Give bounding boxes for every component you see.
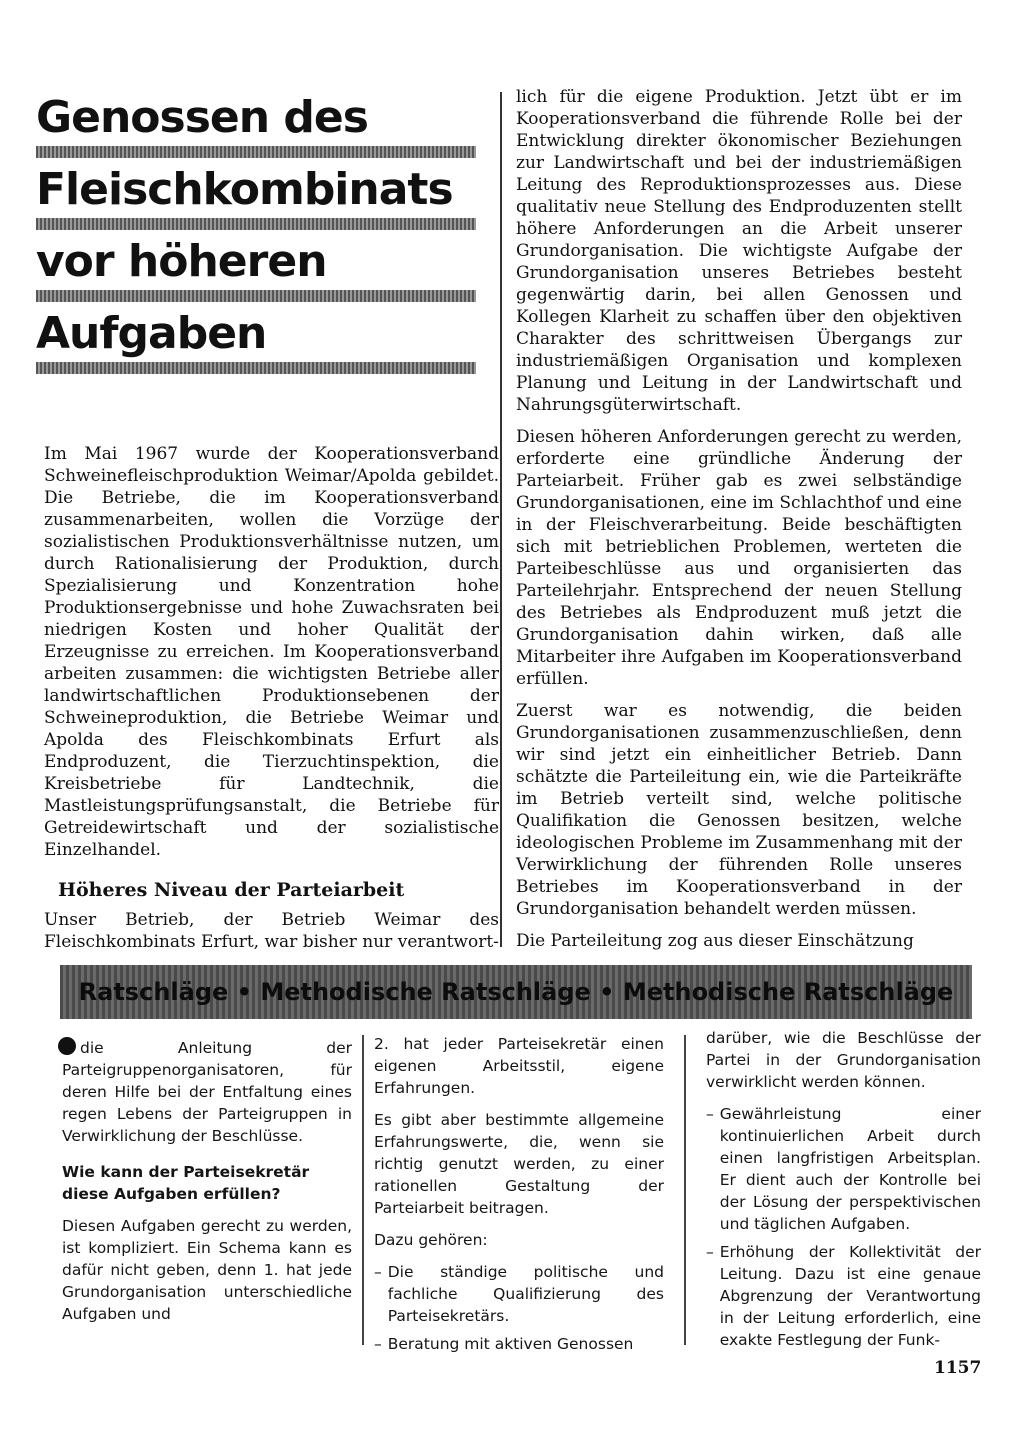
advice-paragraph: Dazu gehören: — [374, 1231, 488, 1249]
dash-marker: – — [706, 1105, 714, 1123]
list-item — [374, 1261, 664, 1327]
body-paragraph: Zuerst war es notwendig, die beiden Grundorganisationen zusammenzuschließen, denn wir sind jetzt ein einheitlicher Betrieb. Dann schätzte die Parteileitung ein, wie die Parteikräfte im Betrieb verteilt sind, welche politische Qualifikation die Genossen besitzen, welche ideologischen Probleme im Zusammenhang mit der Verwirklichung der führenden Rolle unseres Betriebes im Kooperationsverband in der Grundorganisation behandelt werden müssen. — [516, 701, 962, 919]
dash-marker: – — [706, 1243, 714, 1261]
advice-subheading: Wie kann der Parteisekretär diese Aufgaben erfüllen? — [62, 1163, 310, 1203]
intro-paragraph: Im Mai 1967 wurde der Kooperationsverband Schweinefleischproduktion Weimar/Apolda gebildet. Die Betriebe, die im Kooperationsverband zusammenarbeiten, wollen die Vorzüge der sozialistischen Produktionsverhältnisse nutzen, um durch Rationalisierung der Produktion, durch Spezialisierung und Konzentration hohe Produktionsergebnisse und hohe Zuwachsraten bei niedrigen Kosten und hoher Qualität der Erzeugnisse zu erreichen. Im Kooperationsverband arbeiten zusammen: die wichtigsten Betriebe aller landwirtschaftlichen Produktionsebenen der Schweineproduktion, die Betriebe Weimar und Apolda des Fleischkombinats Erfurt als Endproduzent, die Tierzuchtinspektion, die Kreisbetriebe für Landtechnik, die Mastleistungsprüfungsanstalt, die Betriebe für Getreidewirtschaft und der sozialistische Einzelhandel. — [44, 444, 499, 860]
section-subheading: Höheres Niveau der Parteiarbeit — [58, 879, 405, 901]
article-headline — [36, 92, 486, 380]
bullet-dot-icon — [58, 1037, 76, 1055]
list-item-text: Erhöhung der Kollektivität der Leitung. Dazu ist eine genaue Abgrenzung der Verantwortung in der Leitung erforderlich, eine exakte Festlegung der Funk- — [719, 1243, 981, 1349]
dash-marker: – — [374, 1335, 382, 1353]
list-item-text: Die ständige politische und fachliche Qualifizierung des Parteisekretärs. — [387, 1263, 664, 1325]
headline-rule — [36, 146, 476, 158]
page-number: 1157 — [934, 1358, 982, 1378]
bullet-text: die Anleitung der Parteigruppenorganisatoren, für deren Hilfe bei der Entfaltung eines regen Lebens der Parteigruppen in Verwirklichung der Beschlüsse. — [62, 1039, 352, 1145]
advice-banner: Ratschläge • Methodische Ratschläge • Methodische Ratschläge — [60, 965, 972, 1019]
headline-rule — [36, 218, 476, 230]
dash-marker: – — [374, 1263, 382, 1281]
advice-paragraph: darüber, wie die Beschlüsse der Partei in der Grundorganisation verwirklicht werden können. — [706, 1029, 981, 1091]
body-paragraph: Die Parteileitung zog aus dieser Einschätzung — [516, 931, 914, 951]
column-divider — [684, 1035, 686, 1345]
body-paragraph: Unser Betrieb, der Betrieb Weimar des Fleischkombinats Erfurt, war bisher nur verantwort- — [44, 910, 499, 952]
list-item — [706, 1241, 981, 1351]
headline-line-2: Fleischkombinats — [36, 164, 453, 215]
body-paragraph: Diesen höheren Anforderungen gerecht zu werden, erforderte eine gründliche Änderung der Parteiarbeit. Früher gab es zwei selbständige Grundorganisationen, eine im Schlachthof und eine in der Fleischverarbeitung. Beide beschäftigten sich mit betrieblichen Problemen, werteten die Parteibeschlüsse aus und organisierten das Parteilehrjahr. Entsprechend der neuen Stellung des Betriebes als Endproduzent muß jetzt die Grundorganisation dahin wirken, daß alle Mitarbeiter ihre Aufgaben im Kooperationsverband erfüllen. — [516, 427, 962, 689]
advice-paragraph: 2. hat jeder Parteisekretär einen eigenen Arbeitsstil, eigene Erfahrungen. — [374, 1035, 664, 1097]
list-item-text: Beratung mit aktiven Genossen — [387, 1335, 634, 1353]
bullet-paragraph — [62, 1037, 352, 1147]
list-item-text: Gewährleistung einer kontinuierlichen Arbeit durch einen langfristigen Arbeitsplan. Er dient auch der Kontrolle bei der Lösung der perspektivischen und täglichen Aufgaben. — [719, 1105, 981, 1233]
advice-column-3 — [706, 1027, 981, 1357]
list-item — [706, 1103, 981, 1235]
headline-line-1: Genossen des — [36, 92, 368, 143]
headline-line-3: vor höheren — [36, 236, 327, 287]
body-paragraph: lich für die eigene Produktion. Jetzt übt er im Kooperationsverband die führende Rolle bei der Entwicklung direkter ökonomischer Beziehungen zur Landwirtschaft und bei der industriemäßigen Leitung des Reproduktionsprozesses aus. Diese qualitativ neue Stellung des Endproduzenten stellt höhere Anforderungen an die Arbeit unserer Grundorganisation. Die wichtigste Aufgabe der Grundorganisation unseres Betriebes besteht gegenwärtig darin, bei allen Genossen und Kollegen Klarheit zu schaffen über den objektiven Charakter des schrittweisen Übergangs zur industriemäßigen Organisation und komplexen Planung und Leitung in der Landwirtschaft und Nahrungsgüterwirtschaft. — [516, 87, 962, 415]
advice-paragraph: Es gibt aber bestimmte allgemeine Erfahrungswerte, die, wenn sie richtig genutzt werden, zu einer rationellen Gestaltung der Parteiarbeit beitragen. — [374, 1111, 664, 1217]
advice-column-1 — [62, 1037, 352, 1335]
headline-rule — [36, 362, 476, 374]
headline-rule — [36, 290, 476, 302]
list-item — [374, 1333, 664, 1355]
advice-paragraph: Diesen Aufgaben gerecht zu werden, ist kompliziert. Ein Schema kann es dafür nicht geben, denn 1. hat jede Grundorganisation unterschiedliche Aufgaben und — [62, 1217, 352, 1323]
right-column — [516, 86, 962, 962]
advice-column-2 — [374, 1033, 664, 1361]
column-divider — [500, 92, 502, 947]
headline-line-4: Aufgaben — [36, 308, 267, 359]
column-divider — [362, 1035, 364, 1345]
left-column — [44, 443, 499, 963]
